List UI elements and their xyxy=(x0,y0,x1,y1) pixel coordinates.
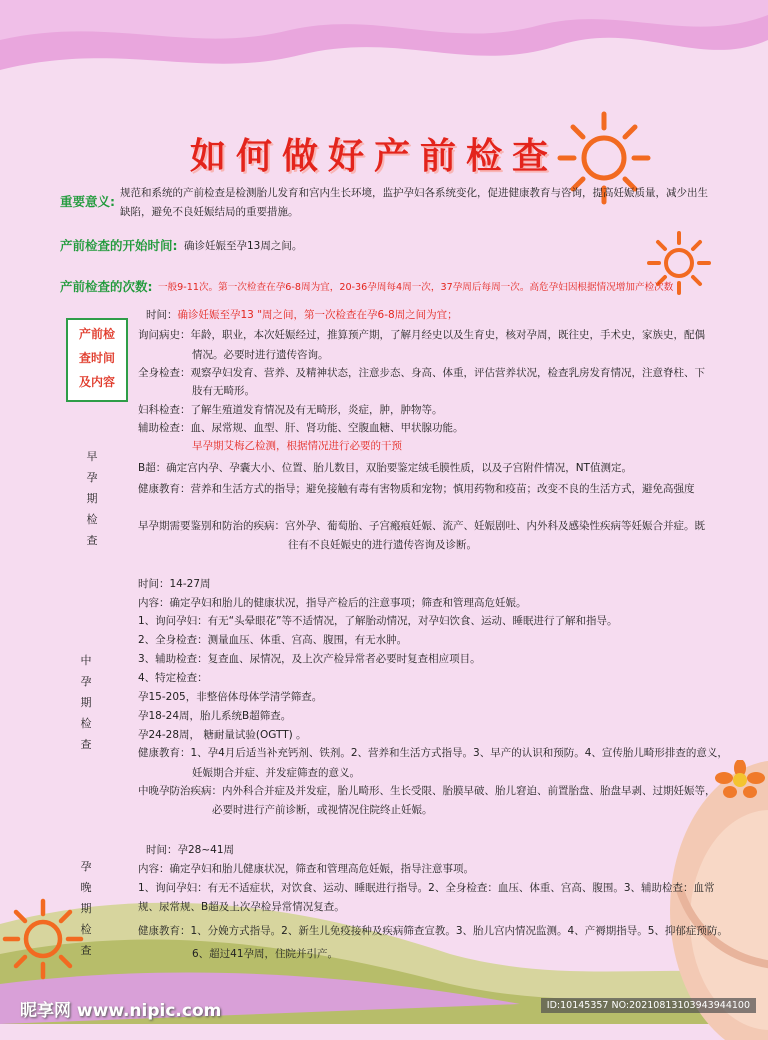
section-side-box xyxy=(66,318,128,402)
early-time xyxy=(146,307,458,322)
side-box-line-2: 查时间 xyxy=(78,351,115,365)
early-vlabel-char: 检 xyxy=(86,513,98,526)
middle-item-3: 3、辅助检查：复查血、尿情况，及上次产检异常者必要时复查相应项目。 xyxy=(138,653,481,665)
count-text: 一般9-11次。第一次检查在孕6-8周为宜，20-36孕周每4周一次，37孕周后每周一次。高危孕妇因根据情况增加产检次数 xyxy=(158,282,674,293)
early-vlabel-char: 查 xyxy=(86,534,98,547)
early-history-2: 情况。必要时进行遗传咨询。 xyxy=(192,349,329,361)
flower-icon xyxy=(712,760,768,800)
middle-item-2: 2、全身检查：测量血压、体重、宫高、腹围，有无水肿。 xyxy=(138,634,408,646)
early-vlabel-char: 孕 xyxy=(86,471,98,484)
late-vlabel-char: 期 xyxy=(80,902,92,915)
middle-late-2: 必要时进行产前诊断，或视情况住院终止妊娠。 xyxy=(212,804,433,816)
late-vlabel-char: 孕 xyxy=(80,860,92,873)
early-body-1: 全身检查：观察孕妇发育、营养、及精神状态，注意步态、身高、体重，评估营养状况，检查乳房发育情况，注意脊柱、下 xyxy=(138,367,705,379)
early-aux-red: 早孕期艾梅乙检测，根据情况进行必要的干预 xyxy=(192,440,402,452)
watermark-logo: 昵享网 www.nipic.com xyxy=(20,1001,222,1021)
late-item-2: 规、尿常规、B超及上次孕检异常情况复查。 xyxy=(138,901,345,913)
middle-item-1: 1、询问孕妇：有无“头晕眼花”等不适情况，了解胎动情况，对孕妇饮食、运动、睡眠进行了解和指导。 xyxy=(138,615,618,627)
late-content: 内容：确定孕妇和胎儿健康状况，筛查和管理高危妊娠，指导注意事项。 xyxy=(138,863,474,875)
middle-edu-1: 健康教育：1、孕4月后适当补充钙剂、铁剂。2、营养和生活方式指导。3、早产的认识和预防。4、宣传胎儿畸形排查的意义， xyxy=(138,747,728,759)
middle-vlabel-char: 期 xyxy=(80,696,92,709)
late-edu-1: 健康教育：1、分娩方式指导。2、新生儿免疫接种及疾病筛查宣教。3、胎儿宫内情况监测。4、产褥期指导。5、抑郁症预防。 xyxy=(138,925,728,937)
late-vlabel-char: 查 xyxy=(80,944,92,957)
late-item-1: 1、询问孕妇：有无不适症状，对饮食、运动、睡眠进行指导。2、全身检查：血压、体重、宫高、腹围。3、辅助检查：血常 xyxy=(138,882,715,894)
early-prevent-1: 早孕期需要鉴别和防治的疾病：宫外孕、葡萄胎、子宫瘢痕妊娠、流产、妊娠剧吐、内外科及感染性疾病等妊娠合并症。既 xyxy=(138,520,705,532)
importance-text-2: 缺陷，避免不良妊娠结局的重要措施。 xyxy=(120,206,299,218)
early-aux: 辅助检查：血、尿常规、血型、肝、肾功能、空腹血糖、甲状腺功能。 xyxy=(138,422,464,434)
early-time-label: 时间： xyxy=(146,309,178,321)
middle-vertical-label xyxy=(76,650,96,755)
importance-label: 重要意义: xyxy=(60,194,115,209)
page-title: 如何做好产前检查 xyxy=(190,135,559,177)
side-box-line-3: 及内容 xyxy=(78,375,115,389)
sun-icon-bottom xyxy=(2,898,84,980)
early-bscan: B超：确定宫内孕、孕囊大小、位置、胎儿数目，双胎要鉴定绒毛膜性质，以及子宫附件情况，NT值测定。 xyxy=(138,462,632,474)
middle-item-4: 4、特定检查： xyxy=(138,672,208,684)
early-history-1: 询问病史：年龄，职业，本次妊娠经过，推算预产期，了解月经史以及生育史，核对孕周，既往史，手术史，家族史，配偶 xyxy=(138,329,705,341)
middle-week-3: 孕24-28周， 糖耐量试验(OGTT) 。 xyxy=(138,729,307,741)
count-label: 产前检查的次数: xyxy=(60,279,153,294)
side-box-line-1: 产前检 xyxy=(78,327,115,341)
watermark-id: ID:10145357 NO:20210813103943944100 xyxy=(541,998,756,1013)
early-gyn: 妇科检查：了解生殖道发育情况及有无畸形，炎症，肿，肿物等。 xyxy=(138,404,443,416)
start-time-text: 确诊妊娠至孕13周之间。 xyxy=(184,240,303,252)
middle-week-2: 孕18-24周，胎儿系统B超筛查。 xyxy=(138,710,292,722)
early-body-2: 肢有无畸形。 xyxy=(192,385,255,397)
late-vertical-label xyxy=(76,856,96,961)
middle-week-1: 孕15-205，非整倍体母体学清学筛查。 xyxy=(138,691,323,703)
middle-vlabel-char: 检 xyxy=(80,717,92,730)
late-time: 时间：孕28~41周 xyxy=(146,844,235,856)
middle-late-1: 中晚孕防治疾病：内外科合并症及并发症，胎儿畸形、生长受限、胎膜早破、胎儿窘迫、前置胎盘、胎盘早剥、过期妊娠等， xyxy=(138,785,716,797)
middle-content: 内容：确定孕妇和胎儿的健康状况，指导产检后的注意事项；筛查和管理高危妊娠。 xyxy=(138,597,527,609)
middle-vlabel-char: 中 xyxy=(80,654,92,667)
middle-vlabel-char: 查 xyxy=(80,738,92,751)
middle-edu-2: 妊娠期合并症、并发症筛查的意义。 xyxy=(192,767,360,779)
late-vlabel-char: 检 xyxy=(80,923,92,936)
early-vlabel-char: 期 xyxy=(86,492,98,505)
early-prevent-2: 往有不良妊娠史的进行遗传咨询及诊断。 xyxy=(288,539,477,551)
importance-text-1: 规范和系统的产前检查是检测胎儿发育和宫内生长环境，监护孕妇各系统变化，促进健康教育与咨询，提高妊娠质量，减少出生 xyxy=(120,187,708,199)
early-vertical-label xyxy=(82,446,102,551)
top-wave-decoration xyxy=(0,0,768,110)
early-time-text: 确诊妊娠至孕13 "周之间，第一次检查在孕6-8周之间为宜； xyxy=(177,309,458,321)
late-vlabel-char: 晚 xyxy=(80,881,92,894)
middle-vlabel-char: 孕 xyxy=(80,675,92,688)
middle-time: 时间：14-27周 xyxy=(138,578,211,590)
start-time-label: 产前检查的开始时间: xyxy=(60,238,178,253)
late-edu-2: 6、超过41孕周，住院并引产。 xyxy=(192,948,339,960)
early-edu: 健康教育：营养和生活方式的指导；避免接触有毒有害物质和宠物；慎用药物和疫苗；改变不良的生活方式，避免高强度 xyxy=(138,483,695,495)
early-vlabel-char: 早 xyxy=(86,450,98,463)
